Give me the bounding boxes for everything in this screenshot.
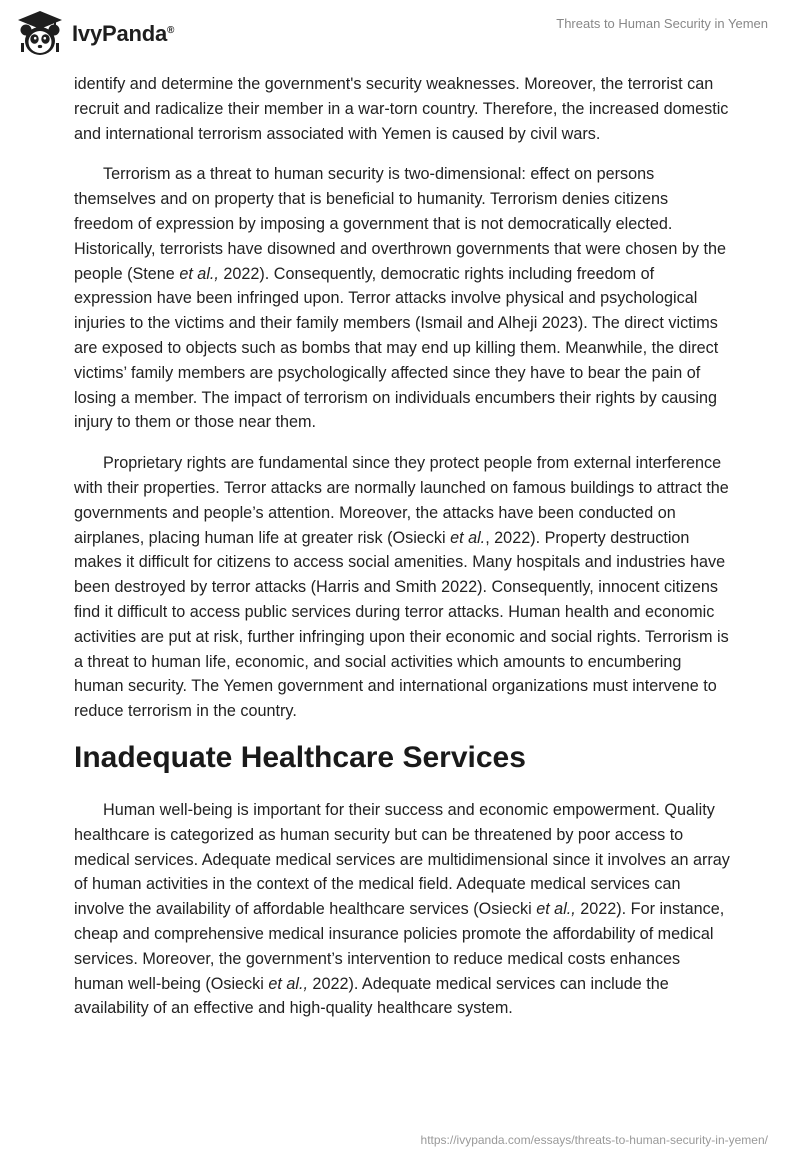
italic-citation: et al., xyxy=(268,974,308,993)
paragraph-2: Terrorism as a threat to human security is two-dimensional: effect on persons themselves and on property that is beneficial to humanity. Terrorism denies citizens freedom of expression by imposing a government that is not democratically elected. Historically, terrorists have disowned and overthrown governments that were chosen by the people (Stene et al., 2022). Consequently, democratic rights including freedom of expression have been infringed upon. Terror attacks involve physical and psychological injuries to the victims and their family members (Ismail and Alheji 2023). The direct victims are exposed to objects such as bombs that may end up killing them. Meanwhile, the direct victims’ family members are psychologically affected since they have to bear the pain of losing a member. The impact of terrorism on individuals encumbers their rights by causing injury to them or those near them. xyxy=(74,165,727,432)
page-header xyxy=(0,0,800,70)
italic-citation: et al. xyxy=(450,528,486,547)
source-url[interactable]: https://ivypanda.com/essays/threats-to-human-security-in-yemen/ xyxy=(420,1133,768,1147)
document-title: Threats to Human Security in Yemen xyxy=(556,16,768,31)
logo-wordmark: IvyPanda xyxy=(72,21,168,46)
italic-citation: et al., xyxy=(536,900,576,919)
logo-text xyxy=(72,21,174,47)
paragraph-4: Human well-being is important for their success and economic empowerment. Quality healthcare is categorized as human security but can be threatened by poor access to medical services. Adequate medical services are multidimensional since it involves an array of human activities in the context of the medical field. Adequate medical services can involve the availability of affordable healthcare services (Osiecki et al., 2022). For instance, cheap and comprehensive medical insurance policies promote the affordability of medical services. Moreover, the government’s intervention to reduce medical costs enhances human well-being (Osiecki et al., 2022). Adequate medical services can include the availability of an effective and high-quality healthcare system. xyxy=(74,800,730,1018)
paragraph-1: identify and determine the government's security weaknesses. Moreover, the terrorist can recruit and radicalize their member in a war-torn country. Therefore, the increased domestic and international terrorism associated with Yemen is caused by civil wars. xyxy=(74,75,729,143)
article-body xyxy=(74,72,730,1037)
italic-citation: et al., xyxy=(179,264,219,283)
panda-graduate-icon xyxy=(14,8,66,60)
paragraph-3: Proprietary rights are fundamental since they protect people from external interference with their properties. Terror attacks are normally launched on famous buildings to attract the governments and people’s attention. Moreover, the attacks have been conducted on airplanes, placing human life at greater risk (Osiecki et al., 2022). Property destruction makes it difficult for citizens to access social amenities. Many hospitals and industries have been destroyed by terror attacks (Harris and Smith 2022). Consequently, innocent citizens find it difficult to access public services during terror attacks. Human health and economic activities are put at risk, further infringing upon their economic and social rights. Terrorism is a threat to human life, economic, and social activities which amounts to encumbering human security. The Yemen government and international organizations must intervene to reduce terrorism in the country. xyxy=(74,454,729,721)
ivypanda-logo[interactable] xyxy=(14,8,204,60)
section-heading: Inadequate Healthcare Services xyxy=(74,740,526,774)
registered-mark: ® xyxy=(167,25,175,36)
